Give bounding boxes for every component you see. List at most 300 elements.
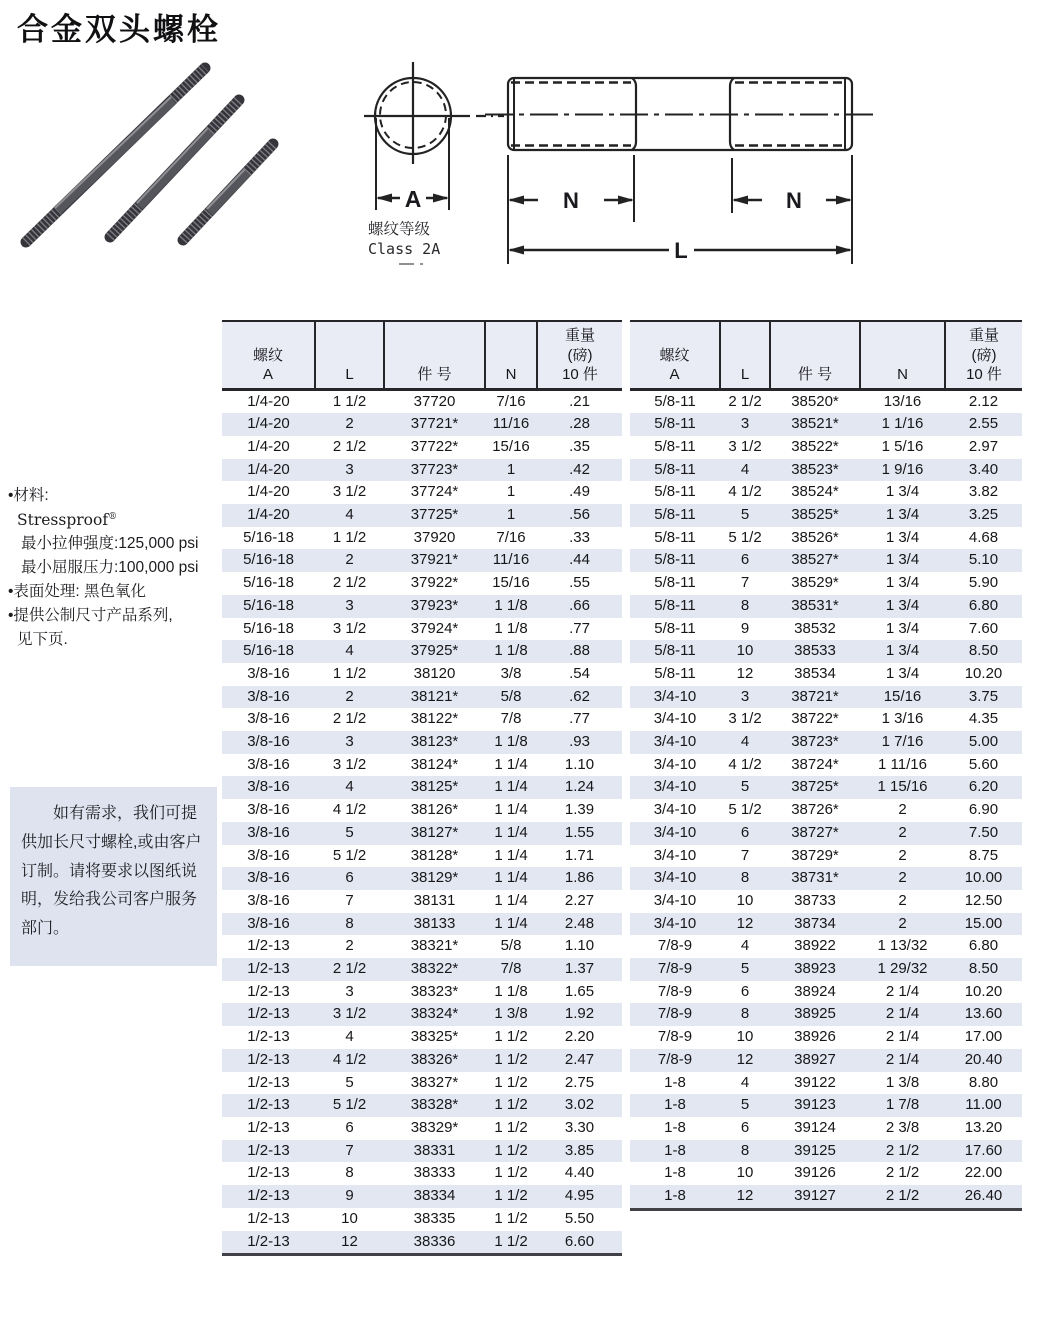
cell-thread: 5/16-18 [243, 528, 294, 546]
cell-part-number: 37724* [410, 483, 459, 501]
cell-n: 2 [860, 822, 945, 845]
cell-length: 4 [315, 776, 384, 799]
table-row [222, 640, 622, 663]
cell-n: 1 3/4 [860, 595, 945, 618]
studs-photo-art [10, 60, 332, 267]
cell-length: 8 [720, 1140, 770, 1163]
cell-n: 1 3/8 [485, 1003, 537, 1026]
cell-weight: 4.40 [564, 1164, 595, 1182]
table-row [222, 1208, 622, 1231]
cell-weight: 2.75 [564, 1073, 595, 1091]
table-row [222, 776, 622, 799]
cell-weight: 2.12 [968, 392, 999, 410]
cell-n: 1 3/4 [885, 483, 920, 501]
cell-n: 7/8 [485, 958, 537, 981]
note-tensile-strength: 最小拉伸强度:125,000 psi [21, 535, 199, 553]
cell-n: 2 [898, 891, 907, 909]
cell-weight: .35 [569, 437, 590, 455]
cell-thread: 1/2-13 [247, 1164, 290, 1182]
cell-thread: 3/8-16 [222, 686, 315, 709]
cell-thread: 1/4-20 [247, 483, 290, 501]
cell-part-number: 37921* [384, 549, 485, 572]
cell-length: 9 [740, 619, 750, 637]
cell-weight: 3.40 [945, 459, 1022, 482]
table-row [630, 459, 1022, 482]
cell-n: 7/16 [496, 392, 526, 410]
cell-part-number: 38328* [384, 1094, 485, 1117]
cell-part-number: 37723* [384, 459, 485, 482]
cell-part-number: 37722* [410, 437, 459, 455]
table-row [222, 981, 622, 1004]
thread-class-en: Class 2A [368, 239, 441, 258]
table-row [630, 527, 1022, 550]
cell-n: 2 [860, 913, 945, 936]
cell-n: 1 1/16 [860, 413, 945, 436]
cell-weight: 10.20 [964, 664, 1003, 682]
cell-thread: 5/8-11 [630, 640, 720, 663]
cell-n: 11/16 [485, 413, 537, 436]
spec-table-right [630, 320, 1022, 1211]
cell-n: 1 1/2 [485, 1049, 537, 1072]
table-row [630, 1185, 1022, 1209]
col-header-weight: 重量 (磅) 10 件 [945, 321, 1022, 389]
table-row [630, 1049, 1022, 1072]
cell-thread: 3/8-16 [222, 913, 315, 936]
table-row [222, 1231, 622, 1255]
cell-thread: 3/8-16 [247, 710, 290, 728]
table-row [630, 618, 1022, 641]
cell-part-number: 38326* [384, 1049, 485, 1072]
cell-weight: .77 [569, 710, 590, 728]
col-header-thread: 螺纹 A [222, 321, 315, 389]
cell-weight: .66 [537, 595, 622, 618]
cell-length: 6 [315, 867, 384, 890]
cell-weight: 22.00 [964, 1164, 1003, 1182]
cell-n: 5/8 [500, 937, 522, 955]
cell-n: 1 3/8 [885, 1073, 920, 1091]
cell-weight: 1.65 [564, 982, 595, 1000]
cell-n: 15/16 [492, 437, 530, 455]
cell-n: 1 3/4 [860, 549, 945, 572]
custom-order-note [10, 787, 217, 966]
page-title: 合金双头螺栓 [17, 12, 221, 47]
cell-part-number: 38729* [791, 846, 839, 864]
note-material-label: •材料: [8, 487, 49, 504]
cell-length: 4 [720, 459, 770, 482]
table-row [630, 1072, 1022, 1095]
cell-length: 4 [720, 731, 770, 754]
cell-length: 6 [345, 1119, 354, 1136]
table-row [222, 595, 622, 618]
cell-thread: 5/8-11 [630, 413, 720, 436]
cell-part-number: 38333 [413, 1164, 456, 1182]
cell-weight: 1.92 [537, 1003, 622, 1026]
cell-length: 2 1/2 [315, 958, 384, 981]
cell-n: 1 11/16 [878, 755, 927, 773]
table-row [222, 1094, 622, 1117]
col-header-length: L [315, 321, 384, 389]
cell-part-number: 38925 [770, 1003, 860, 1026]
table-row [222, 618, 622, 641]
cell-part-number: 37920 [413, 528, 456, 546]
dim-l-label: L [674, 238, 688, 263]
table-row [630, 436, 1022, 459]
cell-thread: 5/8-11 [654, 619, 696, 637]
cell-weight: 7.60 [968, 619, 999, 637]
cell-part-number: 38325* [410, 1028, 459, 1046]
cell-n: 1 1/2 [494, 1073, 528, 1091]
cell-length: 4 [315, 504, 384, 527]
cell-thread: 1/2-13 [222, 1231, 315, 1255]
cell-weight: 13.60 [945, 1003, 1022, 1026]
cell-n: 1 1/4 [494, 801, 528, 819]
cell-weight: .55 [569, 574, 590, 592]
cell-length: 5 [720, 504, 770, 527]
cell-weight: 4.68 [968, 528, 999, 546]
cell-weight: 5.00 [945, 731, 1022, 754]
table-row [222, 389, 622, 413]
cell-length: 2 [345, 937, 354, 955]
note-metric-line1: •提供公制尺寸产品系列, [8, 607, 173, 625]
cell-n: 1 3/4 [885, 619, 920, 637]
cell-part-number: 38524* [791, 483, 839, 501]
cell-weight: 1.86 [537, 867, 622, 890]
cell-length: 5 1/2 [728, 528, 762, 546]
cell-n: 1 7/16 [860, 731, 945, 754]
cell-thread: 1/2-13 [222, 1003, 315, 1026]
cell-weight: .33 [569, 528, 590, 546]
cell-length: 7 [740, 846, 750, 864]
table-row [630, 731, 1022, 754]
table-row [630, 1003, 1022, 1026]
cell-part-number: 38322* [384, 958, 485, 981]
cell-n: 1 15/16 [860, 776, 945, 799]
table-row [630, 1094, 1022, 1117]
cell-thread: 1/2-13 [222, 1094, 315, 1117]
cell-length: 12 [315, 1231, 384, 1255]
cell-part-number: 37923* [384, 595, 485, 618]
cell-length: 1 1/2 [332, 528, 367, 546]
table-row [222, 822, 622, 845]
end-view-diagram [340, 58, 506, 220]
cell-length: 7 [345, 891, 354, 909]
cell-part-number: 39123 [770, 1094, 860, 1117]
cell-thread: 1/2-13 [247, 1028, 290, 1046]
table-row [630, 1162, 1022, 1185]
cell-part-number: 38531* [770, 595, 860, 618]
table-row [630, 595, 1022, 618]
cell-part-number: 38327* [410, 1073, 459, 1091]
cell-n: 2 1/4 [885, 982, 920, 1000]
cell-weight: 2.48 [537, 913, 622, 936]
cell-part-number: 38124* [410, 755, 459, 773]
cell-weight: .77 [569, 619, 590, 637]
table-row [222, 663, 622, 686]
note-surface-finish: •表面处理: 黑色氧化 [8, 583, 147, 601]
cell-weight: 17.60 [945, 1140, 1022, 1163]
cell-part-number: 38731* [770, 867, 860, 890]
cell-part-number: 38133 [384, 913, 485, 936]
cell-weight: 3.02 [537, 1094, 622, 1117]
cell-part-number: 38923 [770, 958, 860, 981]
cell-part-number: 38520* [791, 392, 839, 410]
cell-part-number: 38529* [791, 574, 839, 592]
table-row [630, 389, 1022, 413]
cell-thread: 7/8-9 [630, 1049, 720, 1072]
cell-weight: .21 [569, 392, 590, 410]
cell-weight: 10.20 [964, 982, 1003, 1000]
cell-n: 15/16 [492, 574, 530, 592]
table-row [630, 413, 1022, 436]
cell-part-number: 38125* [384, 776, 485, 799]
table-row [630, 822, 1022, 845]
cell-part-number: 39125 [770, 1140, 860, 1163]
cell-weight: 5.60 [968, 755, 999, 773]
cell-thread: 3/8-16 [222, 822, 315, 845]
cell-length: 10 [720, 640, 770, 663]
cell-weight: .88 [537, 640, 622, 663]
spec-table-right-header [630, 321, 1022, 389]
stud-medium [110, 100, 239, 237]
cell-length: 7 [740, 574, 750, 592]
cell-length: 3 [315, 595, 384, 618]
cell-part-number: 38727* [770, 822, 860, 845]
cell-part-number: 38533 [770, 640, 860, 663]
cell-n: 1 1/4 [485, 822, 537, 845]
cell-part-number: 38725* [770, 776, 860, 799]
dim-a-label: A [404, 186, 422, 212]
cell-part-number: 38336 [384, 1231, 485, 1255]
cell-thread: 3/8-16 [222, 776, 315, 799]
table-row [222, 1049, 622, 1072]
table-row [222, 845, 622, 868]
cell-length: 4 [740, 1073, 750, 1091]
cell-part-number: 39127 [770, 1185, 860, 1209]
cell-length: 8 [720, 595, 770, 618]
cell-length: 8 [315, 913, 384, 936]
stud-long [26, 68, 205, 242]
cell-part-number: 38120 [413, 664, 456, 682]
table-row [630, 776, 1022, 799]
table-row [630, 890, 1022, 913]
cell-weight: 2.20 [564, 1028, 595, 1046]
cell-part-number: 38726* [791, 801, 839, 819]
cell-weight: 15.00 [945, 913, 1022, 936]
table-row [222, 549, 622, 572]
cell-part-number: 38329* [410, 1119, 459, 1136]
thread-class-cn: 螺纹等级 [368, 221, 431, 238]
cell-n: 7/16 [496, 528, 526, 546]
cell-thread: 1-8 [664, 1073, 686, 1091]
centerline-fragment [399, 263, 429, 266]
col-header-length: L [720, 321, 770, 389]
cell-n: 1 1/8 [485, 595, 537, 618]
table-row [222, 1072, 622, 1095]
cell-length: 5 [720, 776, 770, 799]
cell-length: 6 [720, 822, 770, 845]
cell-thread: 1-8 [630, 1140, 720, 1163]
cell-thread: 1/2-13 [247, 937, 290, 955]
cell-weight: 2.47 [537, 1049, 622, 1072]
cell-thread: 1/4-20 [222, 413, 315, 436]
cell-weight: 5.10 [945, 549, 1022, 572]
cell-thread: 3/8-16 [247, 846, 290, 864]
table-row [222, 799, 622, 822]
cell-length: 10 [341, 1209, 358, 1227]
cell-weight: .93 [537, 731, 622, 754]
cell-length: 3 1/2 [728, 437, 762, 455]
cell-length: 4 [740, 937, 750, 955]
cell-n: 1 [485, 504, 537, 527]
cell-n: 1 1/8 [494, 982, 528, 1000]
cell-weight: 6.90 [968, 801, 999, 819]
cell-part-number: 38721* [770, 686, 860, 709]
cell-weight: .54 [569, 664, 590, 682]
cell-n: 11/16 [485, 549, 537, 572]
cell-part-number: 37922* [410, 574, 459, 592]
cell-part-number: 38335 [413, 1209, 456, 1227]
cell-thread: 5/8-11 [654, 437, 696, 455]
cell-thread: 5/16-18 [222, 640, 315, 663]
cell-weight: 11.00 [945, 1094, 1022, 1117]
cell-thread: 5/8-11 [630, 459, 720, 482]
table-row [222, 1162, 622, 1185]
material-notes [8, 484, 223, 652]
cell-n: 1 1/4 [494, 755, 528, 773]
cell-weight: 3.25 [945, 504, 1022, 527]
table-row [630, 1026, 1022, 1049]
cell-weight: 3.85 [537, 1140, 622, 1163]
table-row [630, 1117, 1022, 1140]
cell-thread: 5/8-11 [654, 483, 696, 501]
cell-n: 1 1/8 [485, 731, 537, 754]
cell-length: 12 [720, 913, 770, 936]
cell-length: 3 1/2 [332, 755, 367, 773]
cell-part-number: 38121* [384, 686, 485, 709]
cell-thread: 1/2-13 [222, 1140, 315, 1163]
cell-n: 1 3/4 [885, 574, 920, 592]
cell-thread: 1/4-20 [247, 437, 290, 455]
table-row [630, 663, 1022, 686]
end-view-art [340, 58, 506, 220]
cell-thread: 3/8-16 [247, 801, 290, 819]
cell-part-number: 38122* [410, 710, 459, 728]
cell-n: 3/8 [500, 664, 522, 682]
cell-weight: 1.10 [564, 755, 595, 773]
cell-thread: 3/4-10 [630, 822, 720, 845]
cell-thread: 3/8-16 [247, 891, 290, 909]
cell-n: 1 3/16 [881, 710, 924, 728]
cell-n: 1 9/16 [860, 459, 945, 482]
side-view-diagram [483, 55, 889, 271]
cell-weight: 5.90 [968, 574, 999, 592]
cell-thread: 3/4-10 [653, 801, 697, 819]
cell-n: 13/16 [883, 392, 922, 410]
cell-part-number: 38523* [770, 459, 860, 482]
cell-weight: 6.80 [968, 937, 999, 955]
cell-part-number: 38525* [770, 504, 860, 527]
cell-thread: 1/2-13 [222, 1049, 315, 1072]
cell-length: 3 [345, 982, 354, 1000]
table-row [630, 867, 1022, 890]
cell-thread: 1/2-13 [222, 958, 315, 981]
cell-length: 5 [315, 822, 384, 845]
table-row [222, 1140, 622, 1163]
cell-length: 7 [315, 1140, 384, 1163]
table-row [222, 1185, 622, 1208]
cell-weight: 1.10 [564, 937, 595, 955]
cell-n: 1 3/4 [885, 664, 920, 682]
cell-n: 1 1/2 [485, 1140, 537, 1163]
cell-length: 4 [315, 640, 384, 663]
cell-part-number: 37725* [384, 504, 485, 527]
cell-thread: 5/8-11 [630, 595, 720, 618]
cell-thread: 5/8-11 [654, 574, 696, 592]
cell-length: 12 [720, 1049, 770, 1072]
cell-n: 1 1/8 [494, 619, 528, 637]
cell-length: 5 1/2 [332, 846, 367, 864]
cell-n: 1 1/2 [485, 1231, 537, 1255]
cell-n: 1 1/8 [485, 640, 537, 663]
table-row [630, 958, 1022, 981]
cell-part-number: 38324* [384, 1003, 485, 1026]
cell-thread: 3/8-16 [222, 867, 315, 890]
cell-weight: .28 [537, 413, 622, 436]
cell-thread: 5/16-18 [243, 619, 294, 637]
cell-n: 2 3/8 [885, 1119, 920, 1136]
cell-length: 2 1/2 [332, 710, 367, 728]
col-header-weight: 重量 (磅) 10 件 [537, 321, 622, 389]
cell-n: 1 1/2 [494, 1164, 528, 1182]
table-row [222, 958, 622, 981]
cell-part-number: 38532 [794, 619, 836, 637]
cell-weight: 1.37 [537, 958, 622, 981]
cell-n: 2 [898, 801, 907, 819]
cell-part-number: 37720 [413, 392, 456, 410]
cell-weight: 10.00 [945, 867, 1022, 890]
cell-n: 1 1/4 [485, 867, 537, 890]
table-row [630, 481, 1022, 504]
cell-weight: 4.35 [968, 710, 999, 728]
cell-n: 2 [898, 846, 907, 864]
note-material-name [8, 508, 223, 532]
cell-part-number: 38922 [794, 937, 836, 955]
cell-length: 3 1/2 [332, 483, 367, 501]
cell-thread: 1/4-20 [222, 459, 315, 482]
cell-length: 4 1/2 [315, 1049, 384, 1072]
spec-table-left-body [222, 389, 622, 1255]
cell-length: 3 [315, 731, 384, 754]
table-row [222, 459, 622, 482]
table-row [630, 708, 1022, 731]
cell-thread: 7/8-9 [630, 1003, 720, 1026]
cell-n: 2 1/4 [860, 1003, 945, 1026]
table-row [222, 1117, 622, 1140]
cell-weight: 3.75 [945, 686, 1022, 709]
cell-n: 1 29/32 [860, 958, 945, 981]
cell-part-number: 38331 [384, 1140, 485, 1163]
cell-length: 9 [315, 1185, 384, 1208]
cell-weight: 8.75 [968, 846, 999, 864]
cell-length: 2 [315, 686, 384, 709]
table-row [630, 504, 1022, 527]
cell-length: 8 [720, 1003, 770, 1026]
cell-thread: 1/2-13 [247, 982, 290, 1000]
cell-thread: 3/4-10 [630, 731, 720, 754]
cell-weight: 1.71 [564, 846, 595, 864]
table-row [222, 867, 622, 890]
cell-thread: 3/4-10 [630, 686, 720, 709]
